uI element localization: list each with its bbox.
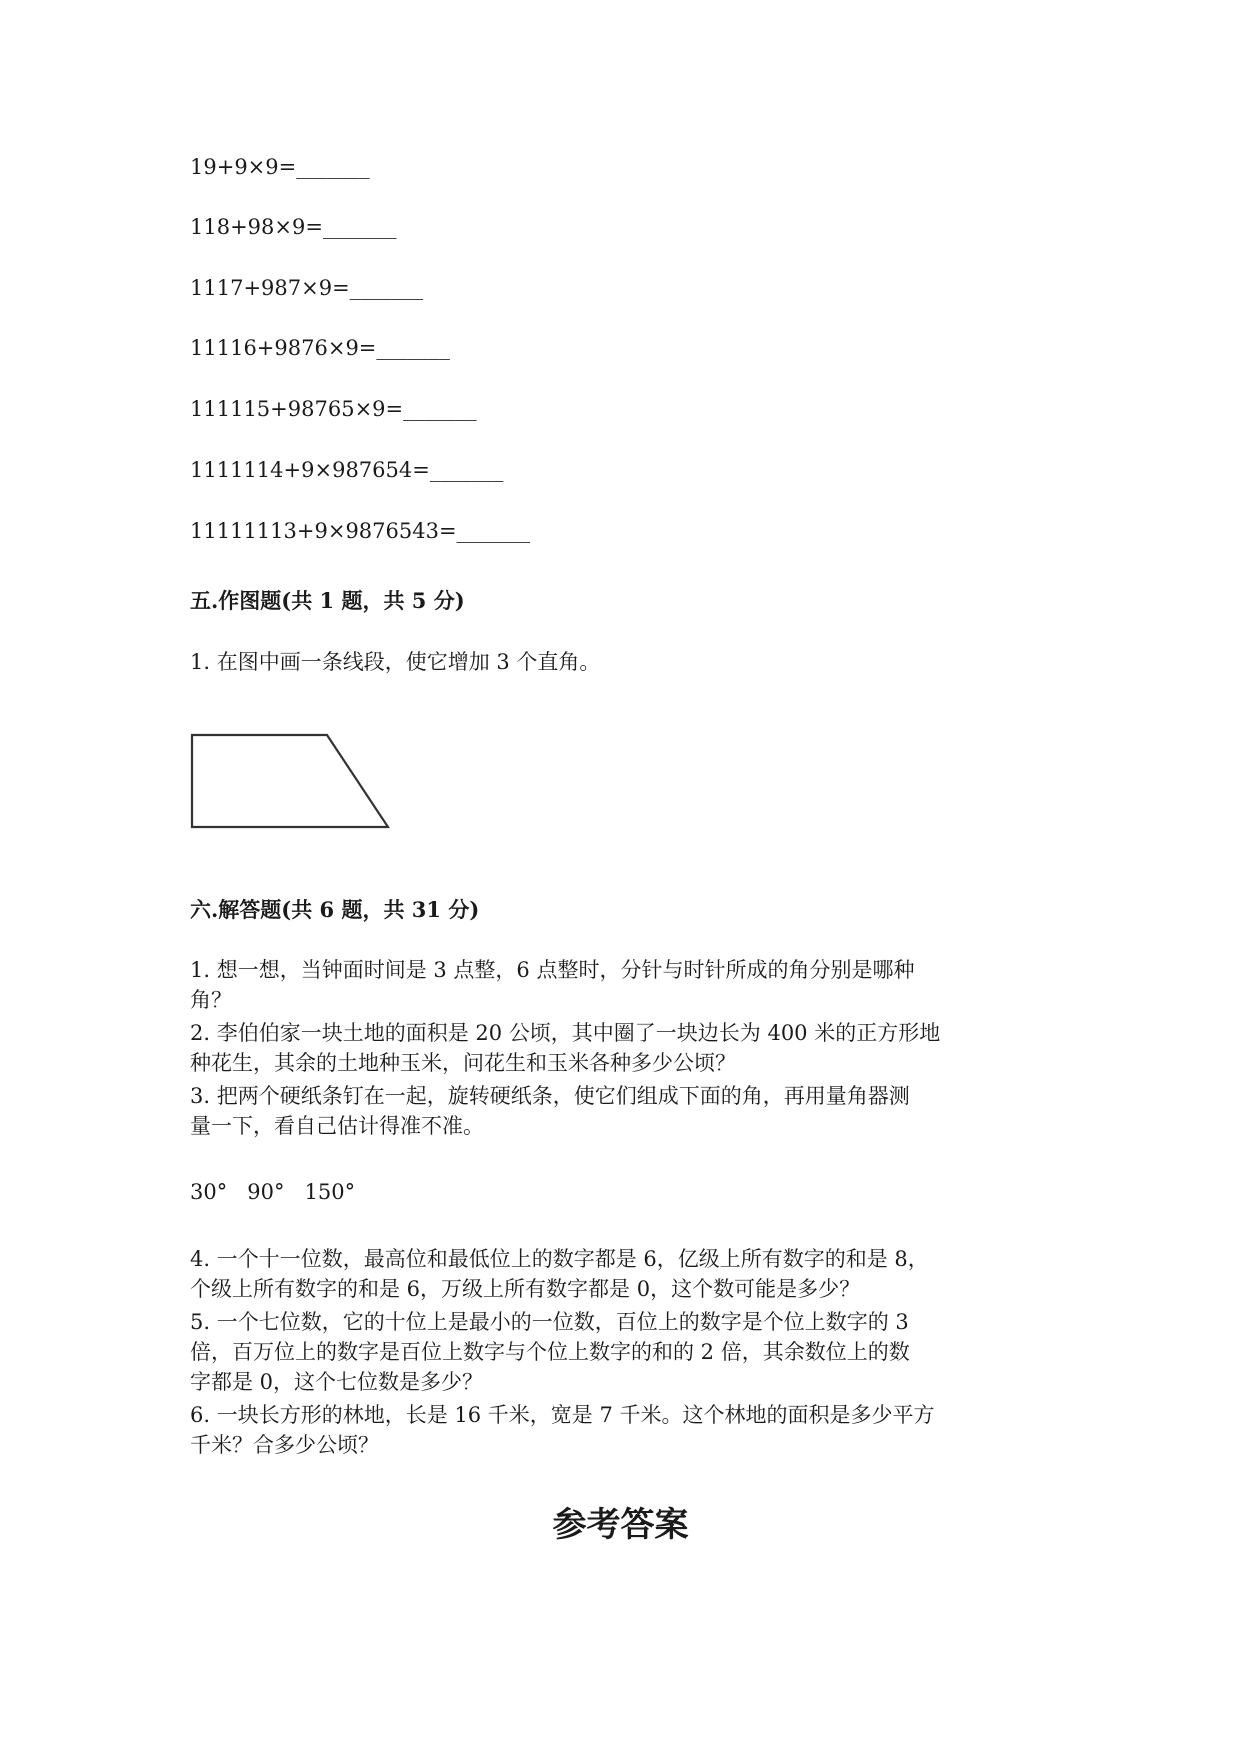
section6-q2-line1: 2. 李伯伯家一块土地的面积是 20 公顷，其中圈了一块边长为 400 米的正方形地 (190, 1021, 941, 1045)
section6-q3-line1: 3. 把两个硬纸条钉在一起，旋转硬纸条，使它们组成下面的角，再用量角器测 (190, 1084, 910, 1108)
section6-heading: 六.解答题(共 6 题，共 31 分) (190, 897, 480, 922)
calc-line-7: 11111113+9×9876543=_______ (190, 519, 531, 543)
calc-line-2: 118+98×9=_______ (190, 215, 397, 239)
section6-q6-line1: 6. 一块长方形的林地，长是 16 千米，宽是 7 千米。这个林地的面积是多少平方 (190, 1403, 935, 1427)
trapezoid-figure (185, 728, 395, 838)
calc-line-3: 1117+987×9=_______ (190, 276, 424, 300)
section6-q1-line1: 1. 想一想，当钟面时间是 3 点整，6 点整时，分针与时针所成的角分别是哪种 (190, 958, 915, 982)
section6-q1-line2: 角？ (190, 988, 232, 1012)
angle-values: 30° 90° 150° (190, 1180, 356, 1204)
calc-line-6: 1111114+9×987654=_______ (190, 458, 504, 482)
calc-line-1: 19+9×9=_______ (190, 155, 370, 179)
section6-q2-line2: 种花生，其余的土地种玉米，问花生和玉米各种多少公顷？ (190, 1051, 736, 1075)
section5-heading: 五.作图题(共 1 题，共 5 分) (190, 588, 465, 613)
calc-line-4: 11116+9876×9=_______ (190, 336, 450, 360)
section6-q6-line2: 千米？合多少公顷？ (190, 1433, 379, 1457)
section6-q5-line1: 5. 一个七位数，它的十位上是最小的一位数，百位上的数字是个位上数字的 3 (190, 1310, 909, 1334)
section6-q5-line3: 字都是 0，这个七位数是多少？ (190, 1370, 484, 1394)
section6-q3-line2: 量一下，看自己估计得准不准。 (190, 1114, 484, 1138)
section6-q4-line1: 4. 一个十一位数，最高位和最低位上的数字都是 6，亿级上所有数字的和是 8， (190, 1247, 929, 1271)
section5-question-1: 1. 在图中画一条线段，使它增加 3 个直角。 (190, 650, 601, 674)
calc-line-5: 111115+98765×9=_______ (190, 397, 477, 421)
section6-q5-line2: 倍，百万位上的数字是百位上数字与个位上数字的和的 2 倍，其余数位上的数 (190, 1340, 910, 1364)
answer-title: 参考答案 (552, 1505, 689, 1545)
trapezoid-shape (192, 735, 388, 827)
section6-q4-line2: 个级上所有数字的和是 6，万级上所有数字都是 0，这个数可能是多少？ (190, 1277, 861, 1301)
